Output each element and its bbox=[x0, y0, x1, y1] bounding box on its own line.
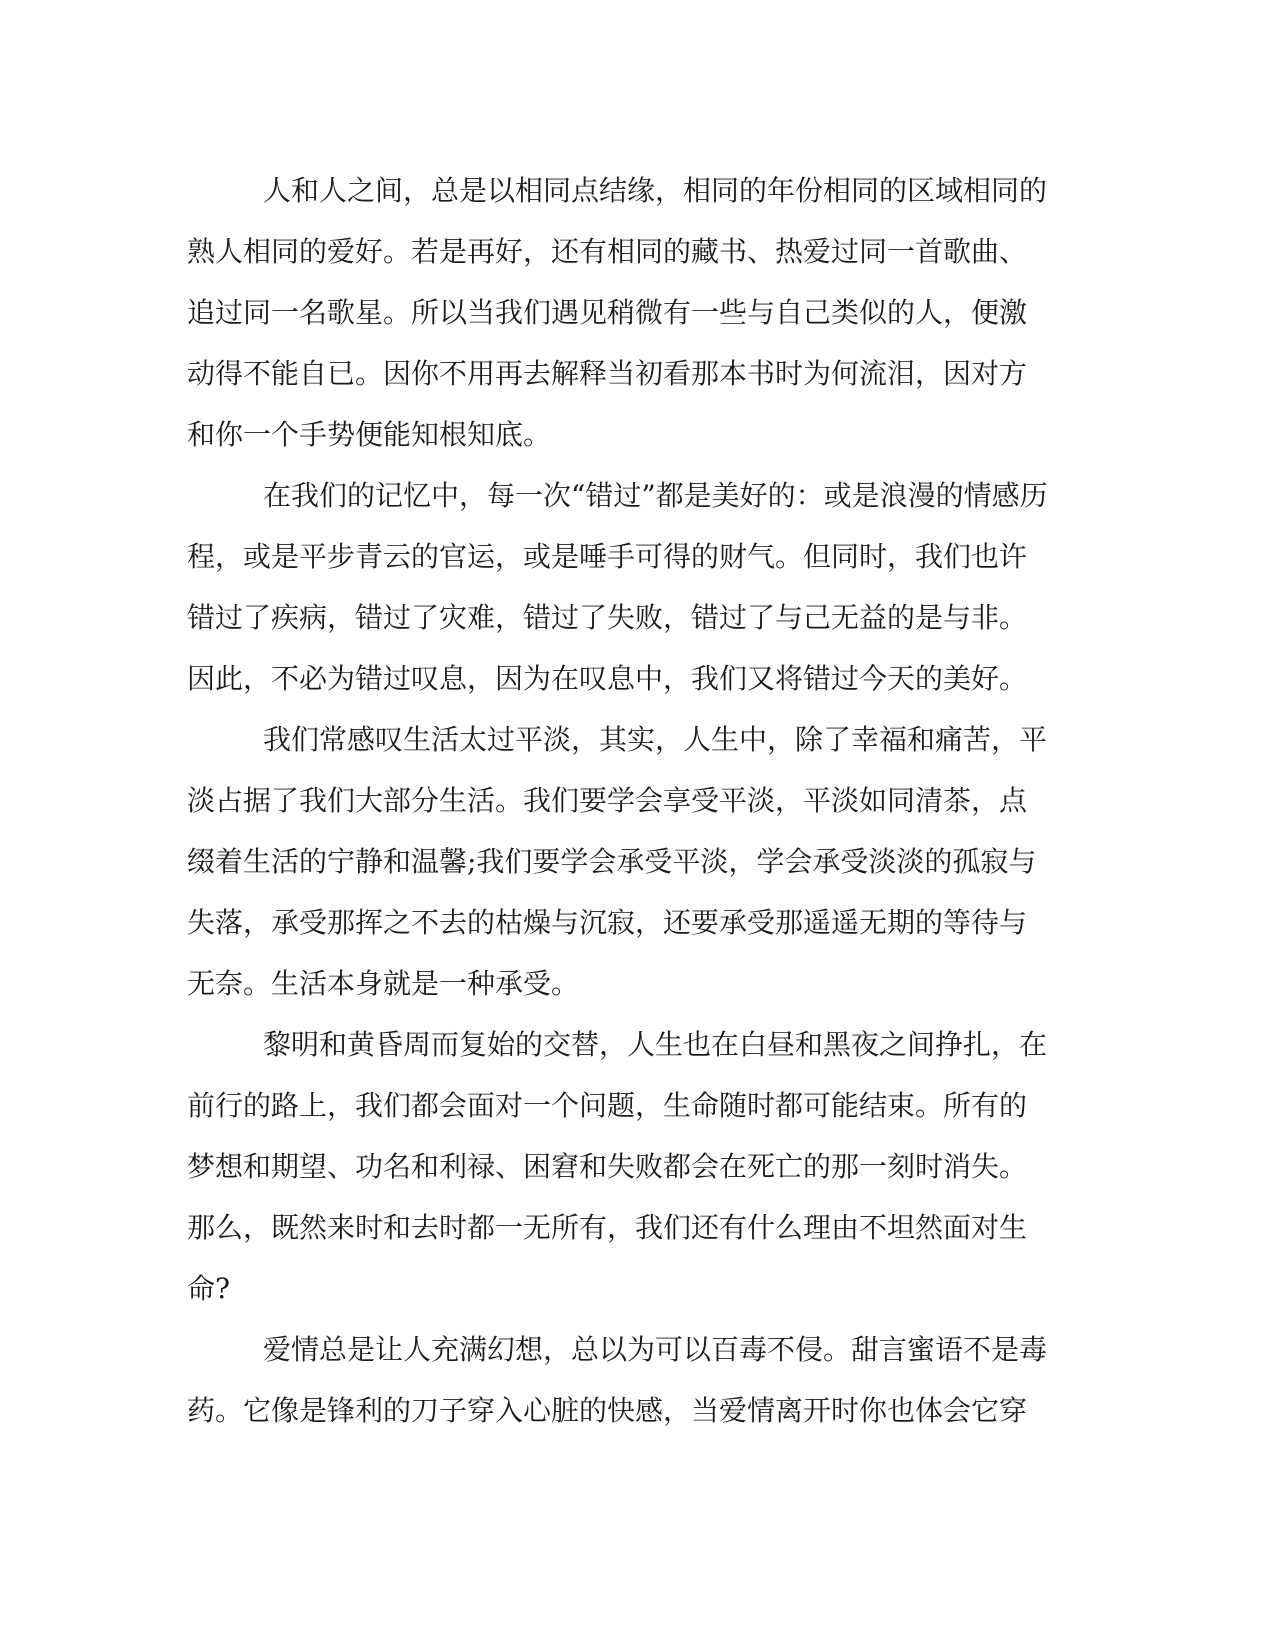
paragraph bbox=[187, 1319, 1067, 1441]
text-line: 淡占据了我们大部分生活。我们要学会享受平淡，平淡如同清茶，点 bbox=[187, 784, 1028, 817]
text-line: 梦想和期望、功名和利禄、困窘和失败都会在死亡的那一刻时消失。 bbox=[187, 1150, 1028, 1183]
text-line: 错过了疾病，错过了灾难，错过了失败，错过了与己无益的是与非。 bbox=[187, 601, 1028, 634]
document-body bbox=[187, 160, 1067, 1441]
paragraph bbox=[187, 160, 1067, 465]
text-line: 黎明和黄昏周而复始的交替，人生也在白昼和黑夜之间挣扎，在 bbox=[263, 1028, 1048, 1061]
paragraph bbox=[187, 1014, 1067, 1319]
text-line: 命? bbox=[187, 1272, 231, 1305]
text-line: 药。它像是锋利的刀子穿入心脏的快感，当爱情离开时你也体会它穿 bbox=[187, 1394, 1028, 1427]
text-line: 爱情总是让人充满幻想，总以为可以百毒不侵。甜言蜜语不是毒 bbox=[263, 1333, 1048, 1366]
text-line: 失落，承受那挥之不去的枯燥与沉寂，还要承受那遥遥无期的等待与 bbox=[187, 906, 1028, 939]
text-line: 动得不能自已。因你不用再去解释当初看那本书时为何流泪，因对方 bbox=[187, 357, 1028, 390]
text-line: 程，或是平步青云的官运，或是唾手可得的财气。但同时，我们也许 bbox=[187, 540, 1028, 573]
text-line: 追过同一名歌星。所以当我们遇见稍微有一些与自己类似的人，便激 bbox=[187, 296, 1028, 329]
text-line: 和你一个手势便能知根知底。 bbox=[187, 418, 552, 451]
text-line: 无奈。生活本身就是一种承受。 bbox=[187, 967, 580, 1000]
text-line: 人和人之间，总是以相同点结缘，相同的年份相同的区域相同的 bbox=[263, 174, 1048, 207]
text-line: 缀着生活的宁静和温馨;我们要学会承受平淡，学会承受淡淡的孤寂与 bbox=[187, 845, 1037, 878]
text-line: 熟人相同的爱好。若是再好，还有相同的藏书、热爱过同一首歌曲、 bbox=[187, 235, 1028, 268]
text-line: 前行的路上，我们都会面对一个问题，生命随时都可能结束。所有的 bbox=[187, 1089, 1028, 1122]
text-line: 因此，不必为错过叹息，因为在叹息中，我们又将错过今天的美好。 bbox=[187, 662, 1028, 695]
paragraph bbox=[187, 709, 1067, 1014]
paragraph bbox=[187, 465, 1067, 709]
text-line: 在我们的记忆中，每一次“错过”都是美好的：或是浪漫的情感历 bbox=[263, 479, 1048, 512]
text-line: 我们常感叹生活太过平淡，其实，人生中，除了幸福和痛苦，平 bbox=[263, 723, 1048, 756]
text-line: 那么，既然来时和去时都一无所有，我们还有什么理由不坦然面对生 bbox=[187, 1211, 1028, 1244]
